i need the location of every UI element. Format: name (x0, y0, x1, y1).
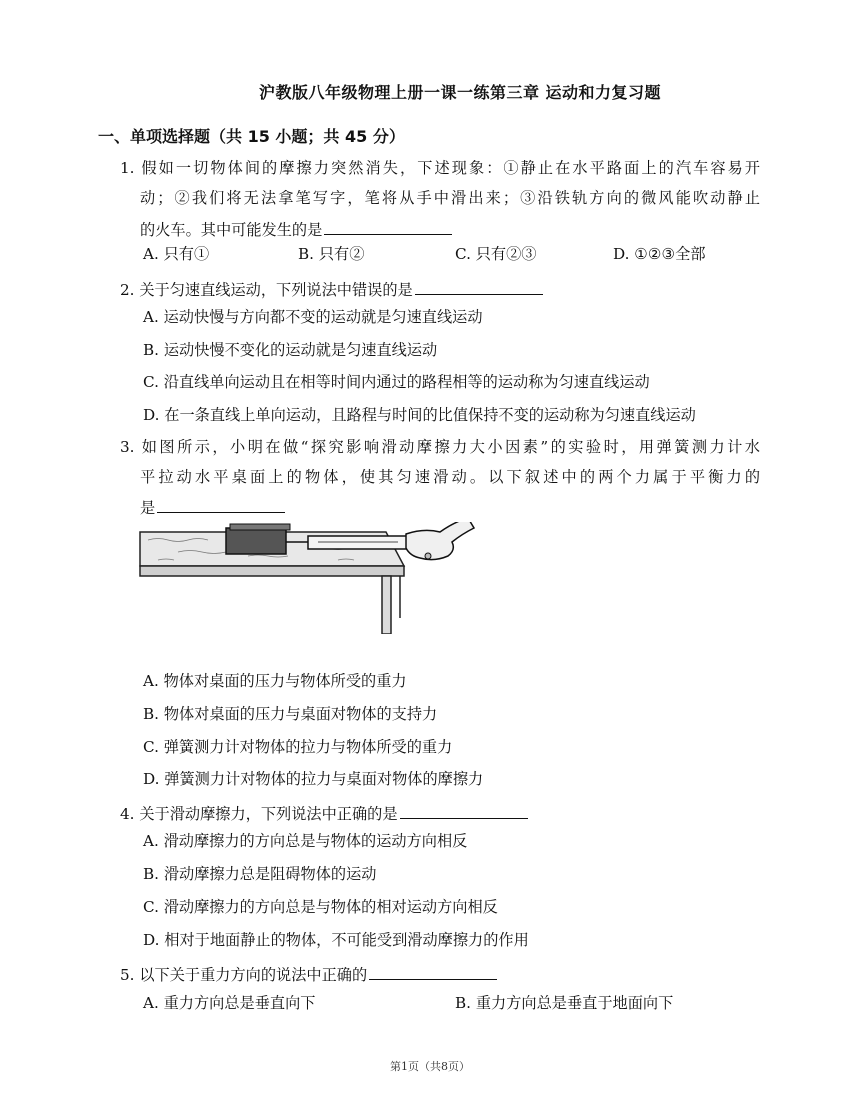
q3-option-d: D. 弹簧测力计对物体的拉力与桌面对物体的摩擦力 (143, 770, 484, 788)
q4-line1 (120, 802, 528, 824)
q4-stem: 4. 关于滑动摩擦力，下列说法中正确的是 (120, 805, 398, 823)
answer-blank (415, 278, 543, 295)
q3-option-b: B. 物体对桌面的压力与桌面对物体的支持力 (143, 705, 438, 723)
answer-blank (324, 218, 452, 235)
experiment-figure (138, 522, 478, 634)
q3-line1: 3. 如图所示，小明在做“探究影响滑动摩擦力大小因素”的实验时，用弹簧测力计水 (120, 438, 760, 456)
q1-option-a: A. 只有① (143, 245, 210, 263)
page-footer: 第1页（共8页） (390, 1060, 470, 1073)
q5-stem: 5. 以下关于重力方向的说法中正确的 (120, 966, 368, 984)
q4-option-a: A. 滑动摩擦力的方向总是与物体的运动方向相反 (143, 832, 468, 850)
hand (406, 522, 474, 560)
page-title: 沪教版八年级物理上册一课一练第三章 运动和力复习题 (258, 83, 662, 102)
q1-option-d: D. ①②③全部 (613, 245, 706, 263)
q2-line1 (120, 278, 543, 300)
q3-option-c: C. 弹簧测力计对物体的拉力与物体所受的重力 (143, 738, 453, 756)
q3-line2: 平拉动水平桌面上的物体，使其匀速滑动。以下叙述中的两个力属于平衡力的 (140, 468, 760, 486)
q3-stem-end: 是 (140, 499, 156, 517)
section-heading: 一、单项选择题（共 15 小题；共 45 分） (98, 127, 405, 146)
q1-stem-end: 的火车。其中可能发生的是 (140, 221, 323, 239)
q1-line1: 1. 假如一切物体间的摩擦力突然消失，下述现象：①静止在水平路面上的汽车容易开 (120, 159, 760, 177)
answer-blank (369, 963, 497, 980)
spring-scale (308, 536, 408, 549)
hand-detail (425, 553, 431, 559)
table-edge (140, 566, 404, 576)
q5-option-b: B. 重力方向总是垂直于地面向下 (455, 994, 674, 1012)
table-leg (382, 576, 391, 634)
q2-stem: 2. 关于匀速直线运动，下列说法中错误的是 (120, 281, 413, 299)
q3-line3 (140, 496, 285, 518)
q5-option-a: A. 重力方向总是垂直向下 (143, 994, 316, 1012)
q1-line2: 动；②我们将无法拿笔写字，笔将从手中滑出来；③沿铁轨方向的微风能吹动静止 (140, 189, 760, 207)
q2-option-b: B. 运动快慢不变化的运动就是匀速直线运动 (143, 341, 438, 359)
block-top (230, 524, 290, 530)
q3-option-a: A. 物体对桌面的压力与物体所受的重力 (143, 672, 407, 690)
q2-option-c: C. 沿直线单向运动且在相等时间内通过的路程相等的运动称为匀速直线运动 (143, 373, 650, 391)
q4-option-c: C. 滑动摩擦力的方向总是与物体的相对运动方向相反 (143, 898, 498, 916)
q2-option-a: A. 运动快慢与方向都不变的运动就是匀速直线运动 (143, 308, 483, 326)
q1-option-b: B. 只有② (298, 245, 365, 263)
q5-line1 (120, 963, 497, 985)
q1-option-c: C. 只有②③ (455, 245, 537, 263)
q1-line3 (140, 218, 452, 240)
wooden-block (226, 528, 286, 554)
q2-option-d: D. 在一条直线上单向运动，且路程与时间的比值保持不变的运动称为匀速直线运动 (143, 406, 696, 424)
q4-option-d: D. 相对于地面静止的物体，不可能受到滑动摩擦力的作用 (143, 931, 529, 949)
answer-blank (400, 802, 528, 819)
answer-blank (157, 496, 285, 513)
q4-option-b: B. 滑动摩擦力总是阻碍物体的运动 (143, 865, 377, 883)
